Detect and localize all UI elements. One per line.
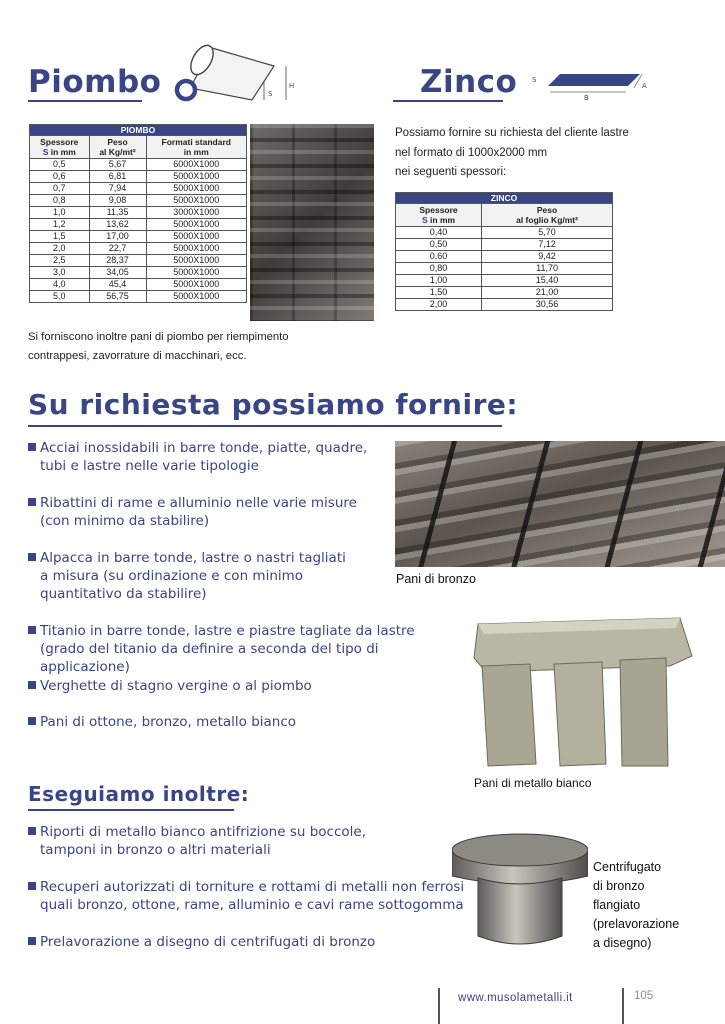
table-cell: 7,12 [482,239,613,251]
diagram-label-s: S [268,90,273,98]
table-cell: 0,40 [396,227,482,239]
table-row [30,195,247,207]
table-row [30,219,247,231]
diagram-label-h: H [289,82,295,90]
bullet-icon [28,882,36,890]
bullet-icon [28,553,36,561]
table-cell: 5000X1000 [146,291,246,303]
eseguiamo-heading-rule [28,809,234,811]
lead-roll-diagram [172,38,302,108]
diagram-label-s: S [532,76,537,84]
piombo-heading-rule [28,100,142,102]
lead-ingots-photo [250,124,374,321]
piombo-note: Si forniscono inoltre pani di piombo per riempimento contrappesi, zavorrature di macchinari, ecc. [28,331,289,362]
table-cell: 13,62 [89,219,146,231]
table-cell: 0,8 [30,195,90,207]
table-row [396,287,613,299]
piombo-heading: Piombo [28,64,162,100]
table-row [396,239,613,251]
table-cell: 1,2 [30,219,90,231]
table-row [396,275,613,287]
table-cell: 2,5 [30,255,90,267]
col-spessore: Spessore S in mm [396,204,482,227]
list-item: Acciai inossidabili in barre tonde, piatte, quadre, tubi e lastre nelle varie tipologie [28,439,468,475]
table-cell: 45,4 [89,279,146,291]
table-cell: 15,40 [482,275,613,287]
table-cell: 6000X1000 [146,159,246,171]
table-cell: 5,0 [30,291,90,303]
table-row [396,299,613,311]
table-row [30,255,247,267]
list-item: Alpacca in barre tonde, lastre o nastri tagliati a misura (su ordinazione e con minimo quantitativo da stabilire) [28,549,468,603]
table-cell: 4,0 [30,279,90,291]
table-cell: 7,94 [89,183,146,195]
table-cell: 11,35 [89,207,146,219]
table-cell: 6,81 [89,171,146,183]
table-cell: 21,00 [482,287,613,299]
table-row [396,227,613,239]
list-item: Pani di ottone, bronzo, metallo bianco [28,713,468,731]
white-metal-caption: Pani di metallo bianco [474,776,592,790]
zinco-intro: Possiamo fornire su richiesta del cliente lastre nel formato di 1000x2000 mm nei seguenti spessori: [395,127,629,178]
list-item: Titanio in barre tonde, lastre e piastre tagliate da lastre (grado del titanio da definire a seconda del tipo di applicazione) [28,622,468,676]
table-row [30,243,247,255]
footer-divider-left [438,988,440,1024]
table-cell: 0,60 [396,251,482,263]
diagram-label-a: A [642,82,647,90]
zinco-heading: Zinco [420,64,518,100]
table-cell: 11,70 [482,263,613,275]
footer-url[interactable]: www.musolametalli.it [458,992,573,1004]
table-row [30,267,247,279]
centrifugato-caption: Centrifugato di bronzo flangiato (prelavorazione a disegno) [593,860,680,950]
table-row [30,159,247,171]
table-cell: 3000X1000 [146,207,246,219]
table-cell: 3,0 [30,267,90,279]
table-cell: 5000X1000 [146,195,246,207]
table-row [30,291,247,303]
table-cell: 56,75 [89,291,146,303]
zinco-heading-rule [393,100,503,102]
table-cell: 5000X1000 [146,267,246,279]
bullet-icon [28,937,36,945]
bronze-ingots-photo [395,441,725,567]
page-number: 105 [634,990,654,1002]
col-formati: Formati standard in mm [146,136,246,159]
table-row [30,171,247,183]
list-item: Ribattini di rame e alluminio nelle varie misure (con minimo da stabilire) [28,494,468,530]
piombo-table-title: PIOMBO [30,125,247,136]
table-cell: 34,05 [89,267,146,279]
table-cell: 1,50 [396,287,482,299]
zinc-sheet-diagram [530,68,655,102]
table-cell: 5000X1000 [146,255,246,267]
list-item: Riporti di metallo bianco antifrizione su boccole, tamponi in bronzo o altri materiali [28,823,468,859]
bronze-caption: Pani di bronzo [396,572,476,586]
richiesta-heading: Su richiesta possiamo fornire: [28,388,519,421]
col-peso: Peso al foglio Kg/mt² [482,204,613,227]
table-cell: 9,08 [89,195,146,207]
table-cell: 30,56 [482,299,613,311]
table-row [30,207,247,219]
eseguiamo-heading: Eseguiamo inoltre: [28,782,250,806]
table-row [30,183,247,195]
bullet-icon [28,626,36,634]
piombo-table [29,124,247,303]
table-cell: 5,67 [89,159,146,171]
table-cell: 5000X1000 [146,183,246,195]
table-cell: 17,00 [89,231,146,243]
list-item: Recuperi autorizzati di torniture e rottami di metalli non ferrosi quali bronzo, ottone, rame, alluminio e cavi rame sottogomma [28,878,468,914]
table-cell: 5000X1000 [146,231,246,243]
col-spessore: Spessore S in mm [30,136,90,159]
bullet-icon [28,827,36,835]
bullet-icon [28,681,36,689]
bullet-icon [28,498,36,506]
table-cell: 2,00 [396,299,482,311]
bullet-icon [28,443,36,451]
table-cell: 5000X1000 [146,171,246,183]
table-cell: 2,0 [30,243,90,255]
table-row [396,263,613,275]
bullet-icon [28,717,36,725]
centrifugal-bronze-photo [452,830,588,950]
zinco-table-title: ZINCO [396,193,613,204]
diagram-label-b: B [584,94,589,102]
table-cell: 1,00 [396,275,482,287]
list-item: Prelavorazione a disegno di centrifugati di bronzo [28,933,468,951]
richiesta-heading-rule [28,425,502,427]
table-cell: 5000X1000 [146,243,246,255]
list-item: Verghette di stagno vergine o al piombo [28,677,468,695]
table-cell: 0,50 [396,239,482,251]
table-cell: 0,5 [30,159,90,171]
table-row [30,231,247,243]
table-cell: 9,42 [482,251,613,263]
table-row [30,279,247,291]
table-cell: 5000X1000 [146,279,246,291]
table-cell: 0,80 [396,263,482,275]
table-cell: 5,70 [482,227,613,239]
table-cell: 5000X1000 [146,219,246,231]
table-cell: 0,6 [30,171,90,183]
footer-divider-right [622,988,624,1024]
table-cell: 28,37 [89,255,146,267]
white-metal-ingots-photo [470,606,700,772]
table-cell: 22,7 [89,243,146,255]
table-cell: 1,5 [30,231,90,243]
table-row [396,251,613,263]
table-cell: 0,7 [30,183,90,195]
col-peso: Peso al Kg/mt² [89,136,146,159]
zinco-table [395,192,613,311]
table-cell: 1,0 [30,207,90,219]
